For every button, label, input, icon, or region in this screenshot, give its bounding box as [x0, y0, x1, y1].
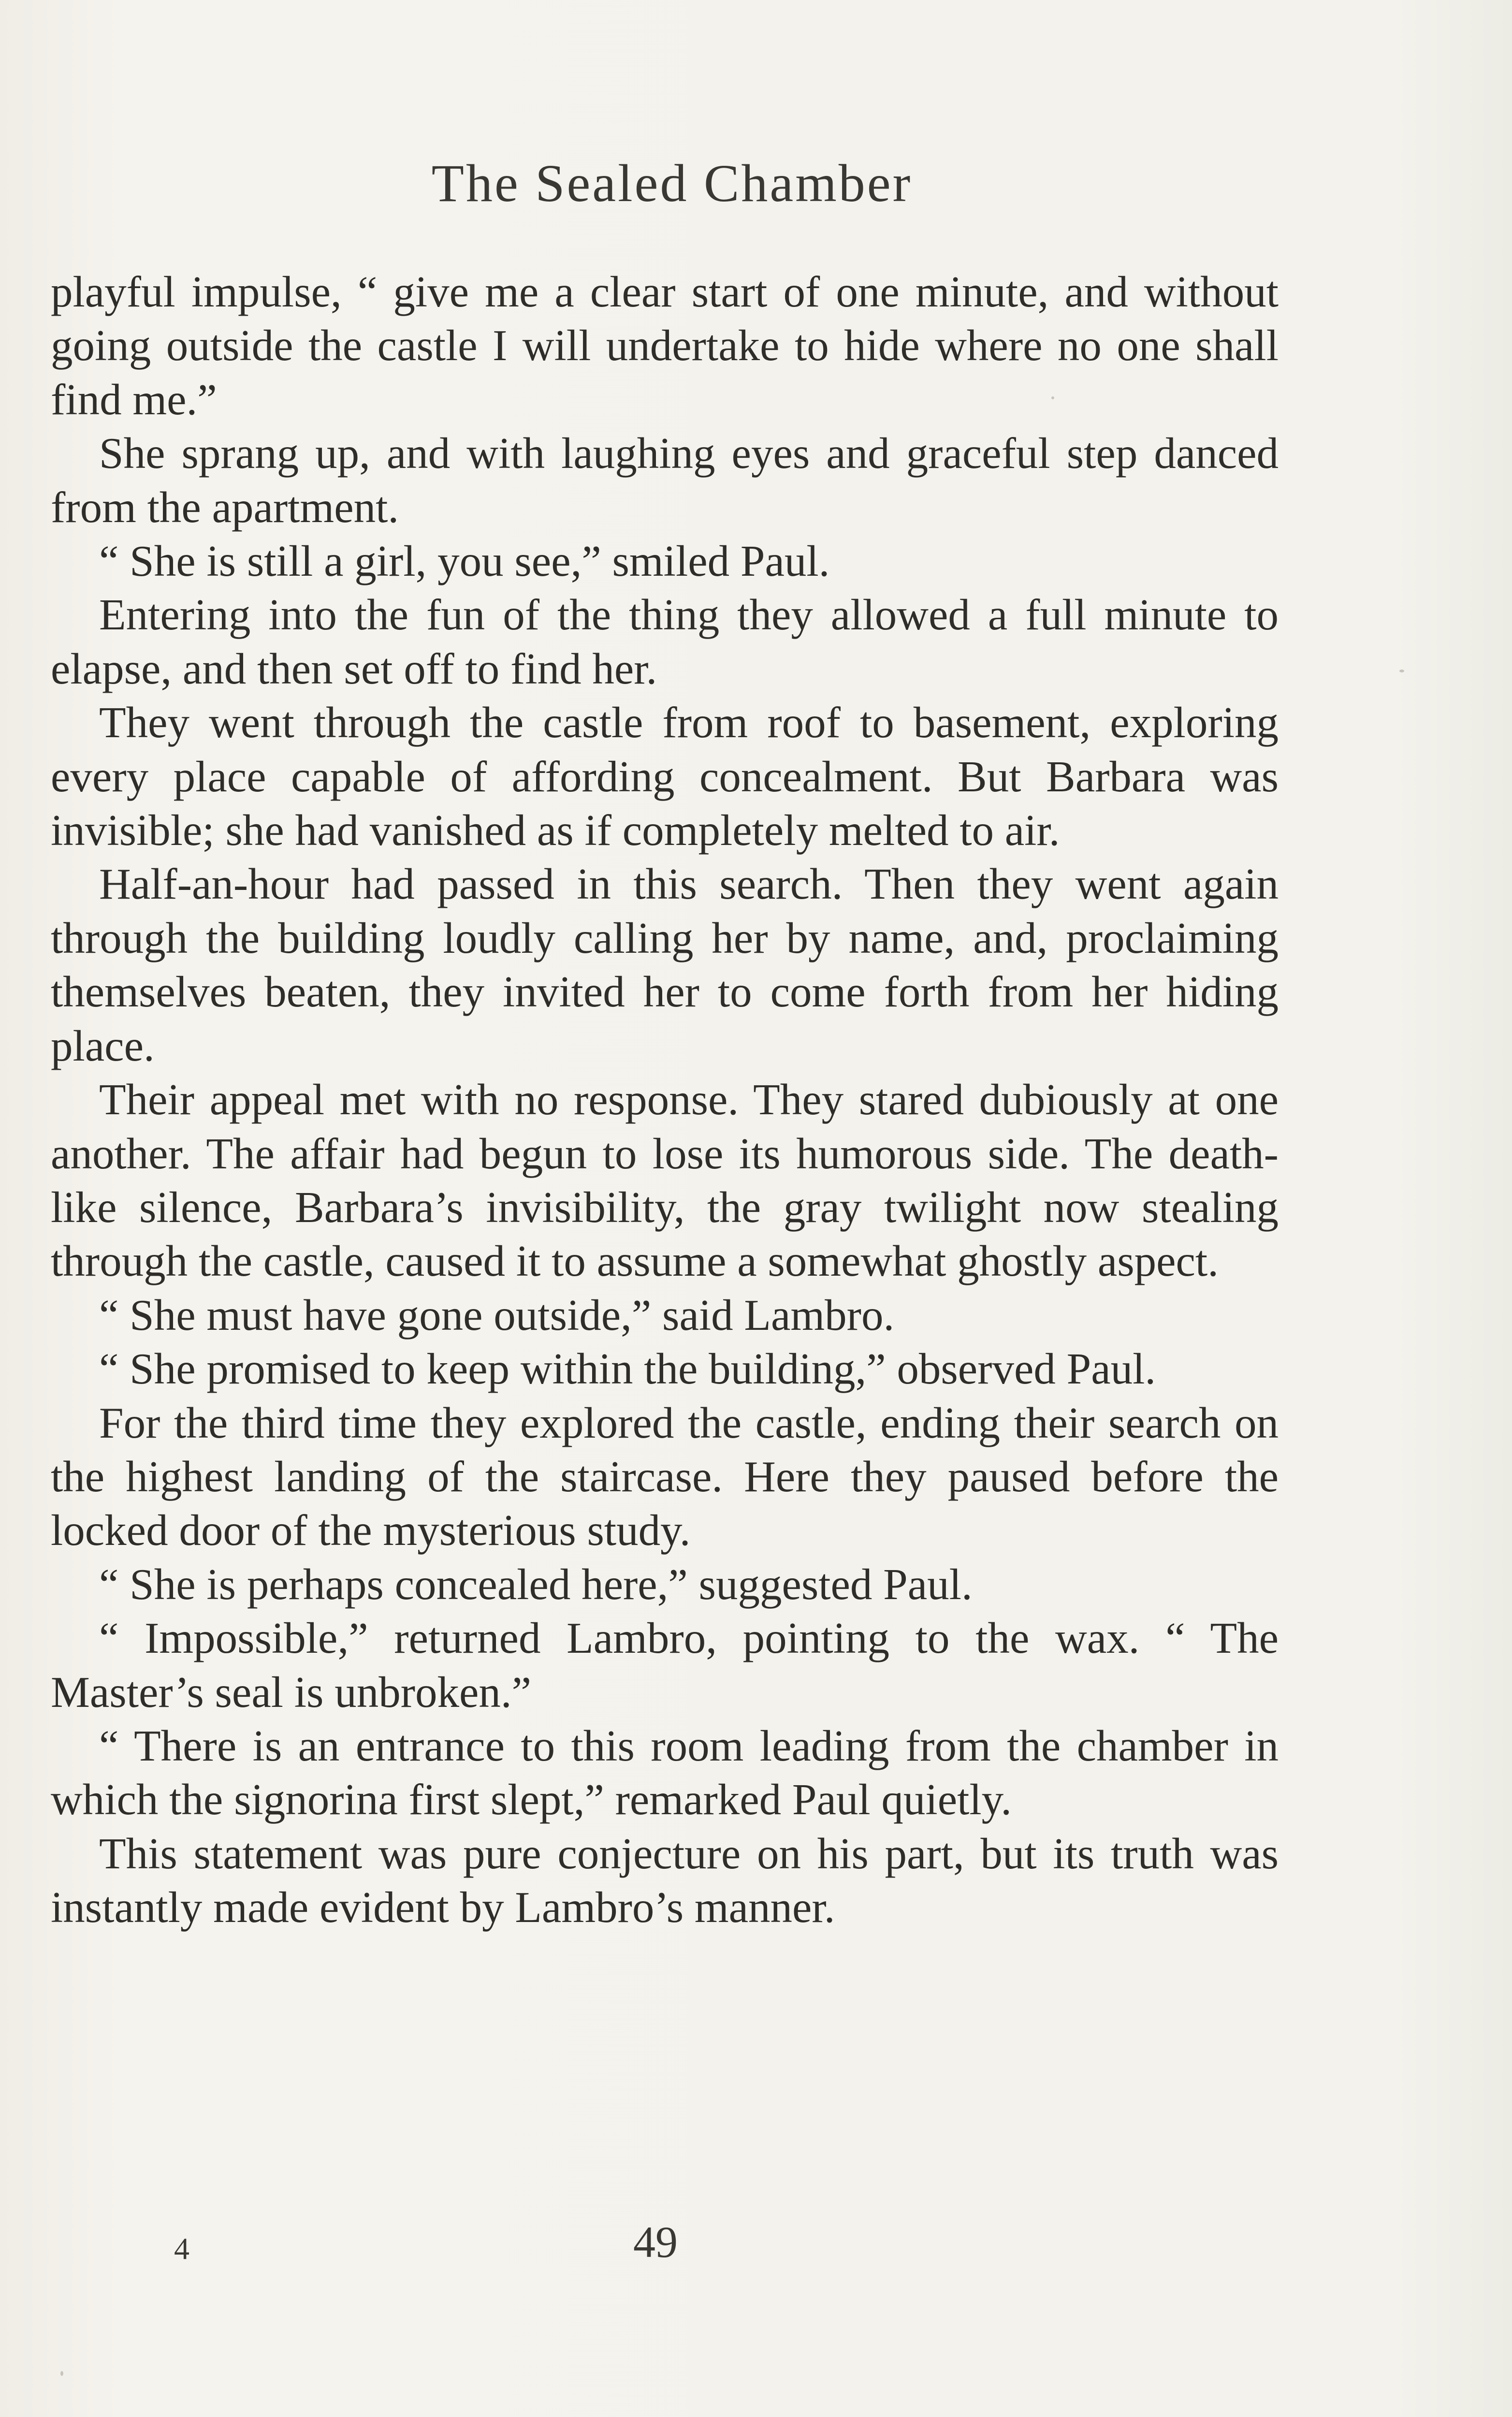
paragraph: “ There is an entrance to this room leading from the chamber in which the signorina first slept,” remarked Paul quietly.	[51, 1721, 1279, 1824]
running-header: The Sealed Chamber	[431, 154, 913, 213]
paragraph: Half-an-hour had passed in this search. Then they went again through the building loudly calling her by name, and, proclaiming themselves beaten, they invited her to come forth from her hiding place.	[51, 859, 1279, 1070]
paragraph: This statement was pure conjecture on his part, but its truth was instantly made evident by Lambro’s manner.	[51, 1829, 1279, 1932]
paragraph: Their appeal met with no response. They stared dubiously at one another. The affair had begun to lose its humorous side. The death-like silence, Barbara’s invisibility, the gray twilight now stealing through the castle, caused it to assume a somewhat ghostly aspect.	[51, 1075, 1279, 1286]
paragraph: “ She is perhaps concealed here,” suggested Paul.	[99, 1559, 973, 1609]
page-body-text	[51, 265, 1279, 1935]
paragraph: “ She must have gone outside,” said Lambro.	[99, 1290, 895, 1340]
page-number: 49	[633, 2217, 678, 2267]
paragraph: “ Impossible,” returned Lambro, pointing to the wax. “ The Master’s seal is unbroken.”	[51, 1614, 1279, 1717]
paragraph: playful impulse, “ give me a clear start of one minute, and without going outside the castle I will undertake to hide where no one shall find me.”	[51, 267, 1279, 424]
paper-speck	[1051, 396, 1054, 399]
paragraph: For the third time they explored the castle, ending their search on the highest landing of the staircase. Here they paused before the locked door of the mysterious study.	[51, 1398, 1279, 1555]
paper-speck	[60, 2371, 63, 2376]
paragraph: Entering into the fun of the thing they allowed a full minute to elapse, and then set off to find her.	[51, 590, 1279, 693]
paragraph: “ She is still a girl, you see,” smiled Paul.	[99, 537, 830, 586]
paragraph: “ She promised to keep within the building,” observed Paul.	[99, 1344, 1156, 1394]
paper-speck	[1399, 670, 1404, 672]
signature-mark: 4	[174, 2231, 189, 2266]
paragraph: They went through the castle from roof to basement, exploring every place capable of affording concealment. But Barbara was invisible; she had vanished as if completely melted to air.	[51, 698, 1279, 855]
paragraph: She sprang up, and with laughing eyes and graceful step danced from the apartment.	[51, 429, 1279, 532]
